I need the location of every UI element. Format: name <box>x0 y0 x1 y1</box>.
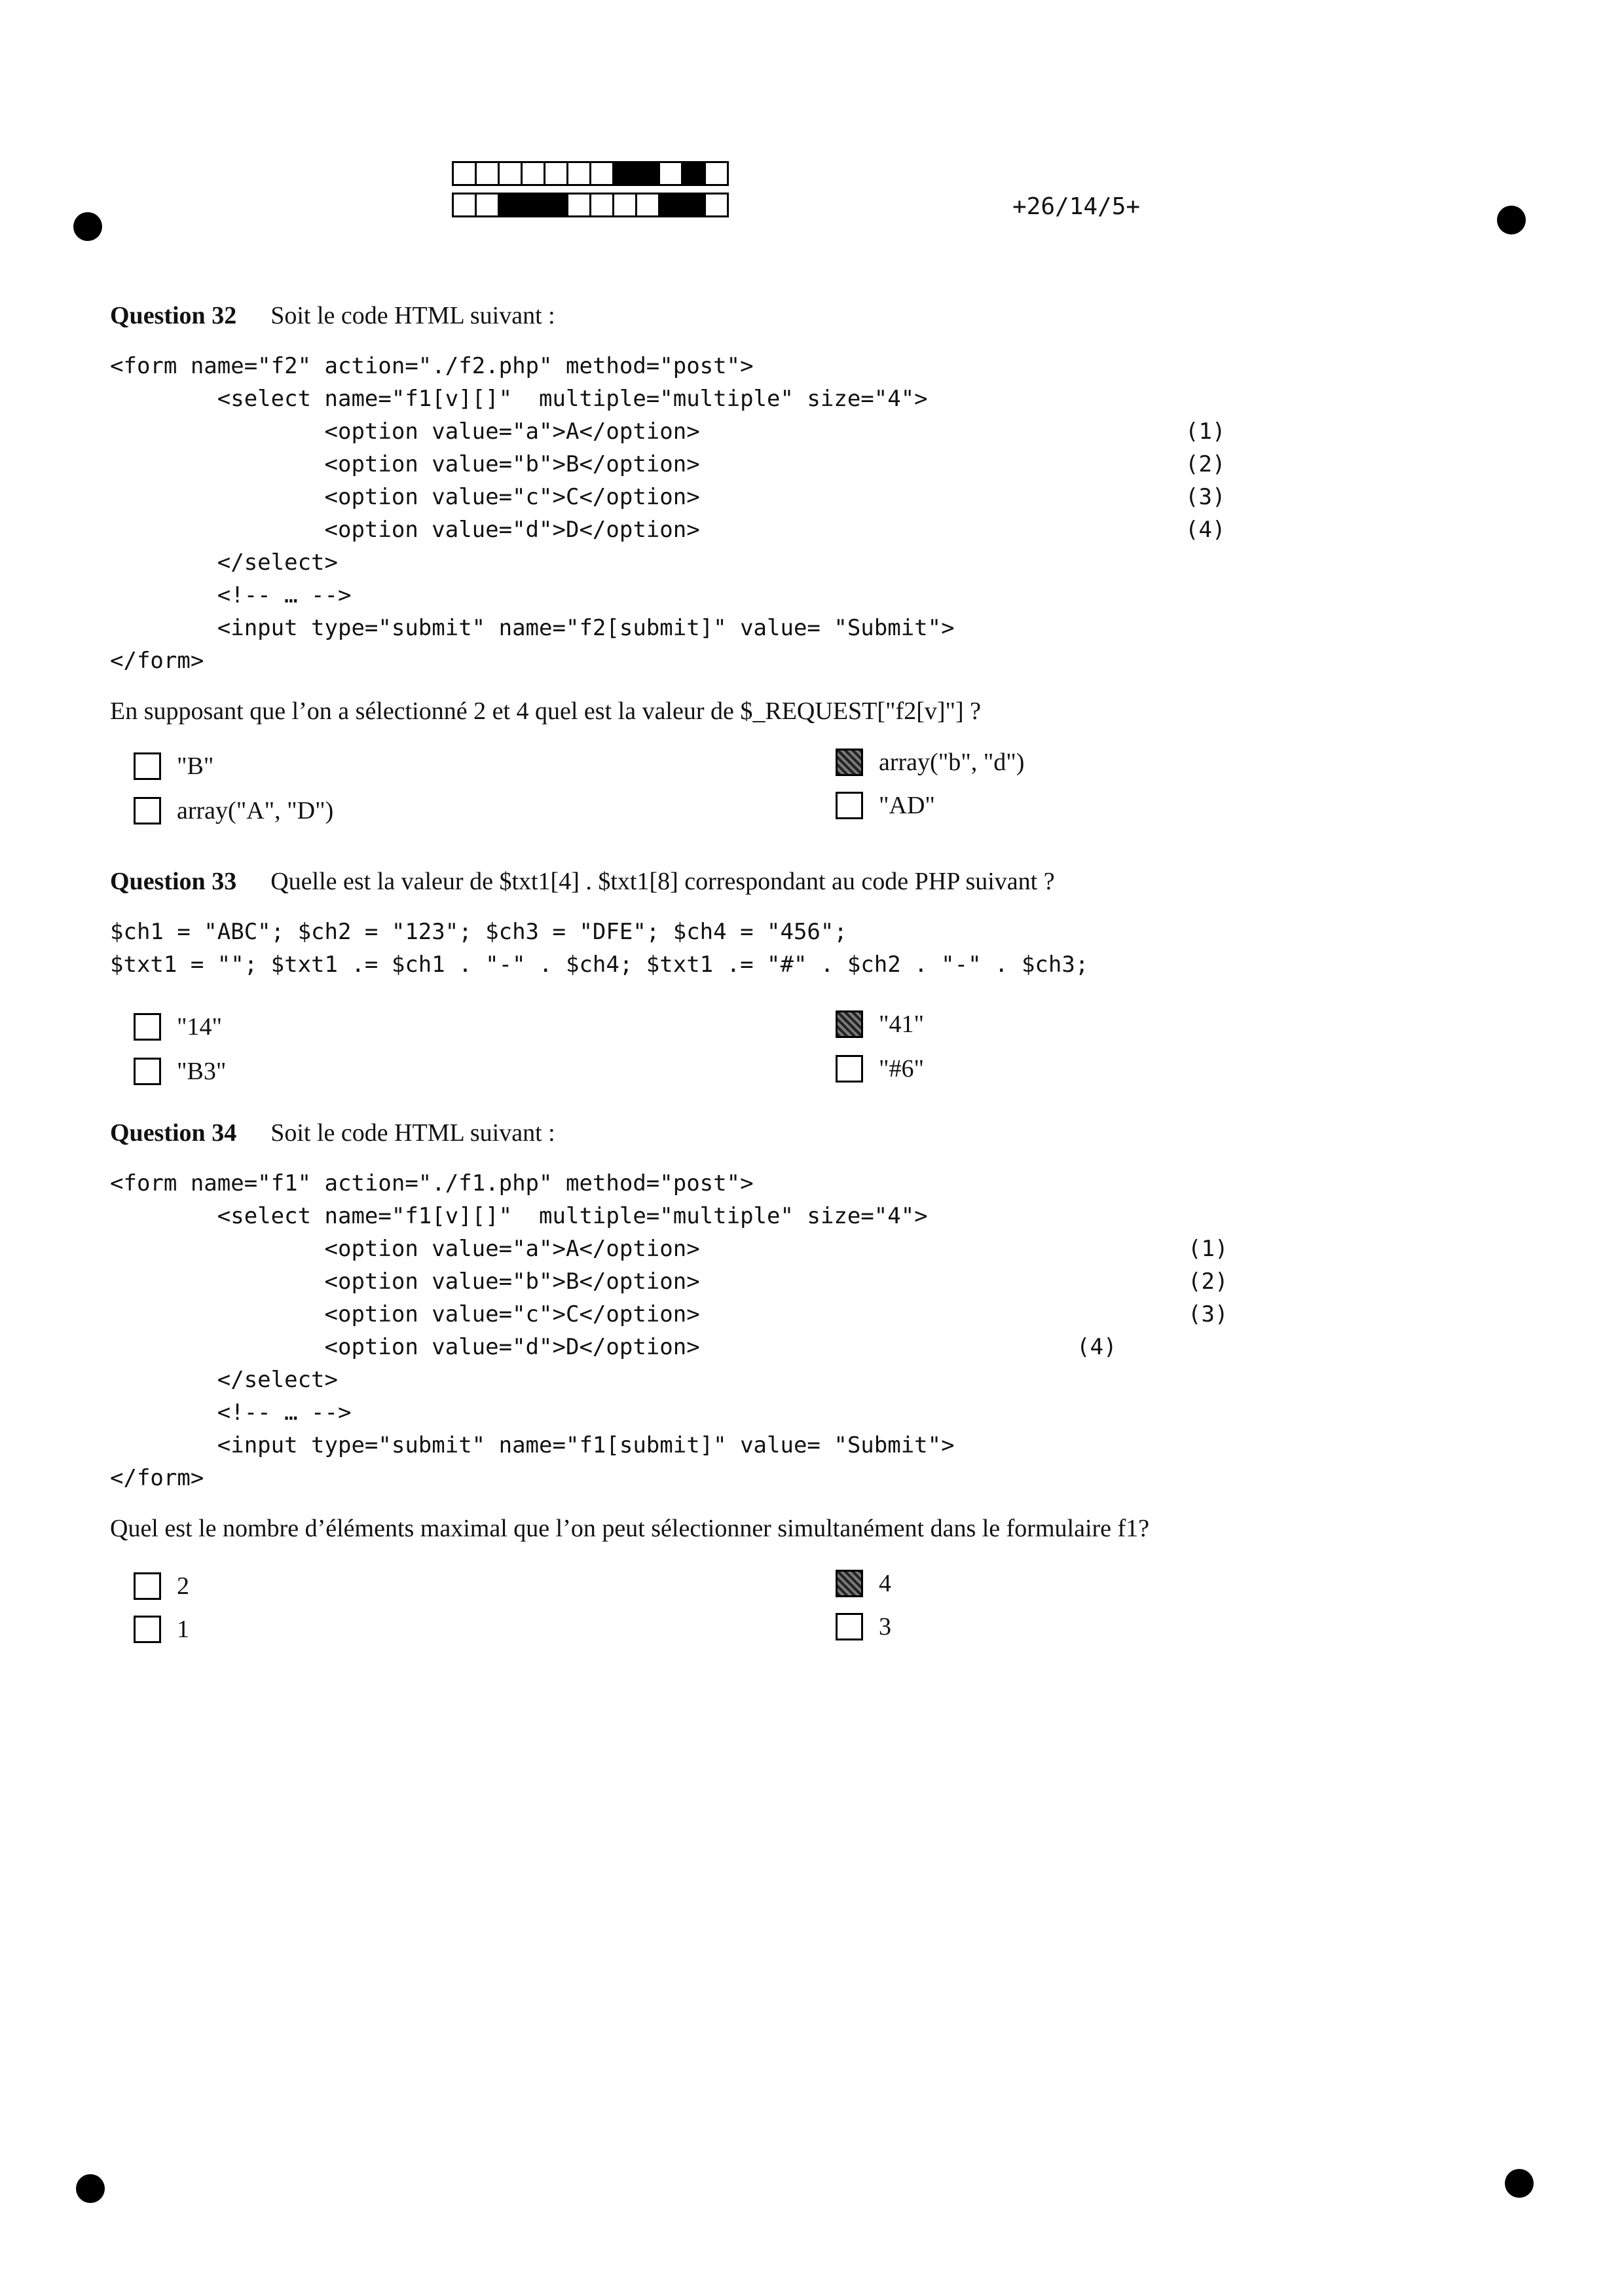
code-line: <option value="b">B</option> (2) <box>110 1265 1485 1298</box>
code-line: <option value="d">D</option> (4) <box>110 1331 1485 1363</box>
answer-checkbox[interactable] <box>836 1055 863 1083</box>
answer-checkbox-checked[interactable] <box>836 749 863 776</box>
barcode-cell <box>498 161 523 186</box>
code-line: <option value="c">C</option> (3) <box>110 1298 1485 1331</box>
barcode-cell <box>704 193 729 217</box>
code-line: <option value="c">C</option> (3) <box>110 481 1485 513</box>
barcode-cell <box>544 161 568 186</box>
barcode-cell <box>566 161 591 186</box>
registration-mark-top-left <box>73 212 102 241</box>
answer-grid <box>110 1007 1485 1099</box>
barcode-cell <box>681 193 706 217</box>
barcode-cell <box>589 161 614 186</box>
barcode-cell <box>704 161 729 186</box>
code-line: <input type="submit" name="f2[submit]" value= "Submit"> <box>110 615 955 641</box>
barcode-cell <box>566 193 591 217</box>
line-number: (4) <box>1185 517 1226 543</box>
answer-grid <box>110 745 1485 837</box>
barcode-cell <box>635 161 660 186</box>
question-title: Soit le code HTML suivant : <box>270 1119 555 1147</box>
line-number: (2) <box>1188 1268 1228 1295</box>
line-number: (1) <box>1185 418 1226 445</box>
line-number: (4) <box>1077 1334 1117 1360</box>
answer-option[interactable] <box>836 1612 891 1641</box>
code-block <box>110 916 1485 981</box>
answer-checkbox[interactable] <box>134 752 161 780</box>
question-34 <box>110 1119 1485 1654</box>
code-line: <form name="f1" action="./f1.php" method="post"> <box>110 1170 754 1196</box>
barcode-row-2 <box>452 193 727 217</box>
question-prompt: En supposant que l’on a sélectionné 2 et 4 quel est la valeur de $_REQUEST["f2[v]"] ? <box>110 697 982 725</box>
answer-label: 2 <box>177 1572 189 1600</box>
code-line: <!-- … --> <box>110 1399 352 1426</box>
answer-label: "#6" <box>879 1055 925 1083</box>
answer-label: "B" <box>177 752 214 780</box>
barcode-cell <box>475 161 500 186</box>
question-prompt: Quel est le nombre d’éléments maximal que l’on peut sélectionner simultanément dans le formulaire f1? <box>110 1515 1150 1542</box>
barcode-cell <box>658 193 683 217</box>
registration-mark-bottom-left <box>76 2174 105 2203</box>
answer-label: "AD" <box>879 792 935 819</box>
code-line: </select> <box>110 549 338 576</box>
question-number: Question 32 <box>110 302 237 329</box>
code-line: <option value="d">D</option> (4) <box>110 513 1485 546</box>
code-line: <select name="f1[v][]" multiple="multiple" size="4"> <box>110 386 928 412</box>
code-line: </form> <box>110 648 204 674</box>
answer-label: 4 <box>879 1570 891 1597</box>
answer-checkbox[interactable] <box>134 1013 161 1041</box>
question-33 <box>110 867 1485 1099</box>
registration-mark-bottom-right <box>1505 2169 1534 2198</box>
barcode-cell <box>544 193 568 217</box>
answer-checkbox[interactable] <box>134 1616 161 1643</box>
answer-option[interactable] <box>134 1012 222 1041</box>
barcode-cell <box>635 193 660 217</box>
answer-option[interactable] <box>836 1054 924 1083</box>
question-header <box>110 867 1485 897</box>
answer-option[interactable] <box>134 1615 189 1644</box>
question-header <box>110 301 1485 331</box>
answer-label: 3 <box>879 1613 891 1640</box>
question-title: Soit le code HTML suivant : <box>270 302 555 329</box>
code-line: </select> <box>110 1367 338 1393</box>
answer-label: array("b", "d") <box>879 749 1025 776</box>
code-line: <option value="b">B</option> (2) <box>110 448 1485 481</box>
answer-option[interactable] <box>836 791 935 820</box>
line-number: (3) <box>1185 484 1226 510</box>
code-line: <option value="a">A</option> (1) <box>110 1232 1485 1265</box>
barcode-row-1 <box>452 161 727 186</box>
registration-mark-top-right <box>1497 206 1526 234</box>
code-line: </form> <box>110 1465 204 1491</box>
answer-option[interactable] <box>134 752 213 781</box>
code-line: <input type="submit" name="f1[submit]" value= "Submit"> <box>110 1432 955 1458</box>
answer-checkbox[interactable] <box>134 797 161 824</box>
barcode-cell <box>612 161 637 186</box>
answer-checkbox-checked[interactable] <box>836 1010 863 1038</box>
answer-checkbox[interactable] <box>836 792 863 819</box>
barcode-cell <box>658 161 683 186</box>
code-line: <option value="a">A</option> (1) <box>110 415 1485 448</box>
line-number: (2) <box>1185 451 1226 477</box>
answer-label: "B3" <box>177 1058 227 1085</box>
answer-checkbox-checked[interactable] <box>836 1570 863 1597</box>
answer-option[interactable] <box>134 796 333 825</box>
answer-label: "41" <box>879 1010 925 1038</box>
answer-label: 1 <box>177 1616 189 1643</box>
answer-label: "14" <box>177 1013 223 1041</box>
code-line: $ch1 = "ABC"; $ch2 = "123"; $ch3 = "DFE"; $ch4 = "456"; <box>110 919 847 945</box>
code-block <box>110 1167 1485 1494</box>
barcode-cell <box>475 193 500 217</box>
answer-option[interactable] <box>836 748 1024 777</box>
question-header <box>110 1119 1485 1149</box>
answer-grid <box>110 1563 1485 1654</box>
answer-option[interactable] <box>836 1010 924 1039</box>
barcode-cell <box>452 193 477 217</box>
line-number: (1) <box>1188 1236 1228 1262</box>
question-number: Question 33 <box>110 868 237 895</box>
barcode-cell <box>589 193 614 217</box>
answer-option[interactable] <box>134 1572 189 1601</box>
question-number: Question 34 <box>110 1119 237 1147</box>
barcode-cell <box>498 193 523 217</box>
code-line: $txt1 = ""; $txt1 .= $ch1 . "-" . $ch4; $txt1 .= "#" . $ch2 . "-" . $ch3; <box>110 952 1089 978</box>
answer-checkbox[interactable] <box>134 1572 161 1600</box>
answer-checkbox[interactable] <box>836 1613 863 1640</box>
code-line: <select name="f1[v][]" multiple="multiple" size="4"> <box>110 1203 928 1229</box>
code-block <box>110 350 1485 677</box>
code-line: <!-- … --> <box>110 582 352 608</box>
answer-option[interactable] <box>836 1569 891 1598</box>
answer-option[interactable] <box>134 1057 226 1086</box>
barcode-cell <box>521 193 545 217</box>
answer-checkbox[interactable] <box>134 1058 161 1085</box>
barcode-cell <box>681 161 706 186</box>
question-title: Quelle est la valeur de $txt1[4] . $txt1[8] correspondant au code PHP suivant ? <box>270 868 1055 895</box>
line-number: (3) <box>1188 1301 1228 1327</box>
answer-label: array("A", "D") <box>177 797 334 824</box>
barcode-cell <box>612 193 637 217</box>
barcode-cell <box>452 161 477 186</box>
page-id: +26/14/5+ <box>1012 193 1141 220</box>
barcode-cell <box>521 161 545 186</box>
code-line: <form name="f2" action="./f2.php" method="post"> <box>110 353 754 379</box>
question-32 <box>110 301 1485 837</box>
